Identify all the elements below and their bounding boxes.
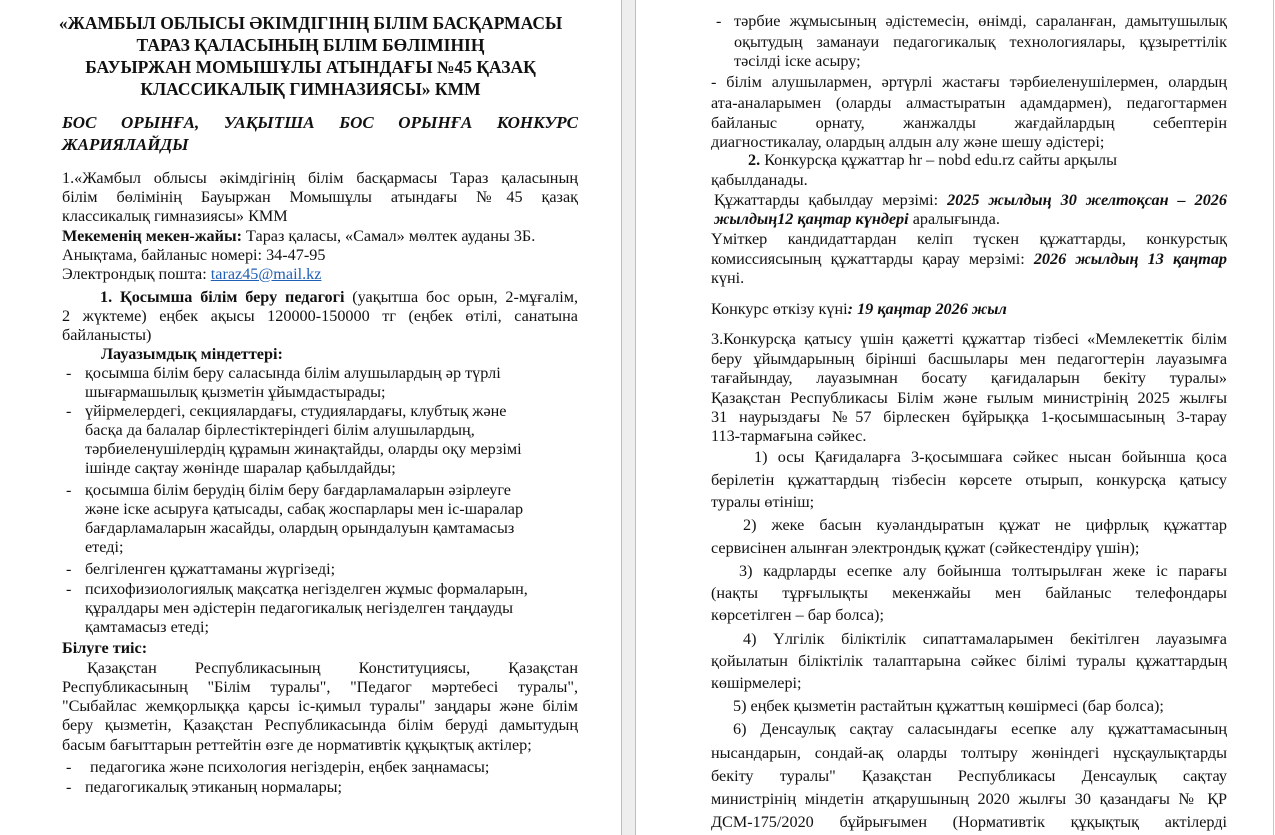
- email-line: [62, 265, 321, 284]
- know-heading: Білуге тиіс:: [62, 639, 148, 657]
- top-item-line-3: тәсілді іске асыру;: [734, 52, 861, 70]
- deadline-dates-part-2: жылдың12 қаңтар күндері: [714, 210, 909, 228]
- req-6-line-3: бекіту туралы" Қазақстан Республикасы Денсаулық сақтау: [711, 767, 1227, 785]
- deadline-tail: аралығында.: [908, 210, 1000, 228]
- section-3-line-4: Қазақстан Республикасы Білім және ғылым министрінің 2025 жылғы: [711, 389, 1227, 407]
- document-page-right: [636, 0, 1272, 835]
- review-date: 2026 жылдың 13 қаңтар: [1033, 250, 1228, 268]
- comm-line-4: диагностикалау, олардың алдын алу және шешу әдістері;: [711, 133, 1105, 151]
- header-line-4: КЛАССИКАЛЫҚ ГИМНАЗИЯСЫ» КММ: [140, 79, 481, 99]
- section-2-number: 2.: [748, 151, 761, 169]
- position-title: 1. Қосымша білім беру педагогі: [100, 288, 345, 306]
- comm-line-1: - білім алушылармен, әртүрлі жастағы тәрбиеленушілермен, олардың: [711, 73, 1227, 91]
- duty-5-line-1: психофизиологиялық мақсатқа негізделген жұмыс формаларын,: [85, 580, 528, 598]
- duty-2-line-3: тәрбиеленушілердің құрамын жинақтайды, оларды оқу мерзімі: [85, 440, 522, 458]
- position-rest: (уақытша бос орын, 2-мұғалім,: [344, 288, 578, 306]
- review-line-2: [711, 250, 1227, 269]
- req-1-line-3: туралы өтініш;: [711, 493, 815, 511]
- review-line-3: күні.: [711, 269, 745, 287]
- address-value: Тараз қаласы, «Самал» мөлтек ауданы 3Б.: [242, 227, 536, 245]
- header-line-2: ТАРАЗ ҚАЛАСЫНЫҢ БІЛІМ БӨЛІМІНІҢ: [136, 35, 485, 55]
- org-line-3: классикалық гимназиясы» КММ: [62, 207, 288, 225]
- announcement-line-2: ЖАРИЯЛАЙДЫ: [62, 135, 189, 154]
- req-1-line-2: берілетін құжаттардың тізбесін көрсете отырып, конкурсқа қатысу: [711, 471, 1227, 489]
- duty-3-line-1: қосымша білім берудің білім беру бағдарламаларын әзірлеуге: [85, 481, 511, 499]
- phone-line: Анықтама, байланыс номері: 34-47-95: [62, 246, 326, 264]
- top-item-line-2: оқытудың заманауи педагогикалық технологиялары, құзыреттілік: [734, 33, 1227, 51]
- duties-heading: Лауазымдық міндеттері:: [101, 345, 283, 363]
- duty-3-line-4: етеді;: [85, 538, 124, 556]
- review-line-1: Үміткер кандидаттардан келіп түскен құжаттарды, конкурстық: [711, 230, 1227, 248]
- bullet-dash: -: [66, 481, 72, 499]
- know-item-2: педагогикалық этиканың нормалары;: [85, 778, 343, 796]
- req-6-line-2: нысандарын, сондай-ақ оларды толтыру жөніндегі нұсқаулықтарды: [711, 744, 1227, 762]
- know-para-line-1: Қазақстан Республикасының Конституциясы, Қазақстан: [87, 659, 578, 677]
- duty-2-line-2: басқа да балалар бірлестіктеріндегі білім алушылардың,: [85, 421, 475, 439]
- section-3-line-5: 31 наурыздағы №57 бірлескен бұйрыққа 1-қосымшасының 3-тарау: [711, 408, 1227, 426]
- req-4-line-2: қойылатын біліктілік талаптарына сәйкес білімі туралы құжаттардың: [711, 652, 1227, 670]
- page-gutter: [621, 0, 636, 835]
- held-label: Конкурс өткізу күні: [711, 300, 848, 318]
- bullet-dash: -: [66, 402, 72, 420]
- deadline-dates-part-1: 2025 жылдың 30 желтоқсан – 2026: [947, 191, 1227, 209]
- req-3-line-1: 3) кадрларды есепке алу бойынша толтырылған жеке іс парағы: [739, 562, 1227, 580]
- org-line-2: білім бөлімінің Бауыржан Момышұлы атындағы №45 қазақ: [62, 188, 578, 206]
- req-1-line-1: 1) осы Қағидаларға 3-қосымшаға сәйкес нысан бойынша қоса: [754, 448, 1227, 466]
- duty-4-line-1: белгіленген құжаттаманы жүргізеді;: [85, 560, 336, 578]
- know-para-line-3: "Сыбайлас жемқорлыққа қарсы іс-қимыл туралы" заңдары және білім: [62, 697, 578, 715]
- section-2-line-1: [748, 151, 1117, 170]
- req-3-line-3: көрсетілген – бар болса);: [711, 606, 884, 624]
- document-page-left: [0, 0, 621, 835]
- deadline-line-1: [714, 191, 1227, 210]
- position-line-2: 2 жүктеме) еңбек ақысы 120000-150000 тг (еңбек өтілі, санатына: [62, 307, 578, 325]
- held-date-line: [711, 300, 1007, 319]
- announcement-line-1: БОС ОРЫНҒА, УАҚЫТША БОС ОРЫНҒА КОНКУРС: [62, 113, 578, 132]
- bullet-dash: -: [66, 580, 72, 598]
- req-2-line-1: 2) жеке басын куәландыратын құжат не цифрлық құжаттар: [743, 516, 1227, 534]
- know-item-1: педагогика және психология негіздерін, еңбек заңнамасы;: [90, 758, 490, 776]
- top-item-line-1: тәрбие жұмысының әдістемесін, өнімді, сараланған, дамытушылық: [734, 12, 1227, 30]
- header-line-3: БАУЫРЖАН МОМЫШҰЛЫ АТЫНДАҒЫ №45 ҚАЗАҚ: [85, 57, 536, 77]
- bullet-dash: -: [66, 778, 72, 796]
- req-3-line-2: (нақты тұрғылықты мекенжайы мен байланыс телефондары: [711, 584, 1227, 602]
- bullet-dash: -: [716, 12, 722, 30]
- duty-5-line-3: қамтамасыз етеді;: [85, 618, 210, 636]
- req-6-line-5: ДСМ-175/2020 бұйрығымен (Нормативтік құқықтық актілерді: [711, 813, 1227, 831]
- duty-3-line-3: бағдарламаларын жасайды, олардың орындалуын қамтамасыз: [85, 519, 515, 537]
- know-para-line-2: Республикасының "Білім туралы", "Педагог мәртебесі туралы",: [62, 678, 578, 696]
- section-2-text: Конкурсқа құжаттар hr – nobd edu.rz сайты арқылы: [760, 151, 1117, 169]
- bullet-dash: -: [66, 560, 72, 578]
- deadline-line-2: [714, 210, 1000, 229]
- comm-line-3: байланыс орнату, жанжалды жағдайлардың себептерін: [711, 114, 1227, 132]
- duty-5-line-2: құралдары мен әдістерін педагогикалық негізделген таңдауды: [85, 599, 514, 617]
- held-value: : 19 қаңтар 2026 жыл: [847, 300, 1007, 318]
- header-line-1: «ЖАМБЫЛ ОБЛЫСЫ ӘКІМДІГІНІҢ БІЛІМ БАСҚАРМАСЫ: [58, 13, 563, 33]
- address-line: [62, 227, 535, 246]
- bullet-dash: -: [66, 364, 72, 382]
- section-2-line-2: қабылданады.: [711, 171, 808, 189]
- section-3-line-6: 113-тармағына сәйкес.: [711, 427, 867, 445]
- position-line-3: байланысты): [62, 326, 152, 344]
- req-4-line-3: көшірмелері;: [711, 674, 802, 692]
- req-2-line-2: сервисінен алынған электрондық құжат (сәйкестендіру үшін);: [711, 539, 1140, 557]
- deadline-label: Құжаттарды қабылдау мерзімі:: [714, 191, 948, 209]
- org-line-1: 1.«Жамбыл облысы әкімдігінің білім басқармасы Тараз қаласының: [62, 169, 578, 187]
- address-label: Мекеменің мекен-жайы:: [62, 227, 242, 245]
- email-link[interactable]: taraz45@mail.kz: [210, 265, 322, 283]
- position-line-1: [62, 288, 578, 307]
- duty-1-line-1: қосымша білім беру саласында білім алушылардың әр түрлі: [85, 364, 501, 382]
- duty-2-line-4: ішінде сақтау жөнінде шаралар қабылдайды;: [85, 459, 396, 477]
- req-6-line-1: 6) Денсаулық сақтау саласындағы есепке алу құжаттамасының: [733, 720, 1227, 738]
- page-edge: [1273, 0, 1274, 835]
- section-3-line-2: беру ұйымдарының бірінші басшылары мен педагогтерін лауазымға: [711, 350, 1227, 368]
- req-5-line-1: 5) еңбек қызметін растайтын құжаттың көшірмесі (бар болса);: [733, 697, 1164, 715]
- req-4-line-1: 4) Үлгілік біліктілік сипаттамаларымен бекітілген лауазымға: [743, 630, 1227, 648]
- section-3-line-3: тағайындау, лауазымнан босату қағидаларын бекіту туралы»: [711, 369, 1227, 387]
- review-label: комиссиясының құжаттарды қарау мерзімі:: [711, 250, 1034, 268]
- req-6-line-4: министрінің міндетін атқарушының 2020 жылғы 30 қазандағы № ҚР: [711, 790, 1227, 808]
- duty-1-line-2: шығармашылық қызметін ұйымдастырады;: [85, 383, 386, 401]
- section-3-line-1: 3.Конкурсқа қатысу үшін қажетті құжаттар тізбесі «Мемлекеттік білім: [711, 330, 1227, 348]
- bullet-dash: -: [66, 758, 72, 776]
- duty-3-line-2: және іске асыруға қатысады, сабақ жоспарлары мен іс-шаралар: [85, 500, 524, 518]
- know-para-line-4: беру қызметін, Қазақстан Республикасында білім беруді дамытудың: [62, 716, 578, 734]
- duty-2-line-1: үйірмелердегі, секциялардағы, студиялардағы, клубтық және: [85, 402, 507, 420]
- email-label: Электрондық пошта:: [62, 265, 211, 283]
- comm-line-2: ата-аналарымен (оларды алмастыратын адамдармен), педагогтармен: [711, 94, 1227, 112]
- know-para-line-5: басым бағыттарын реттейтін өзге де нормативтік құқықтық актілер;: [62, 736, 532, 754]
